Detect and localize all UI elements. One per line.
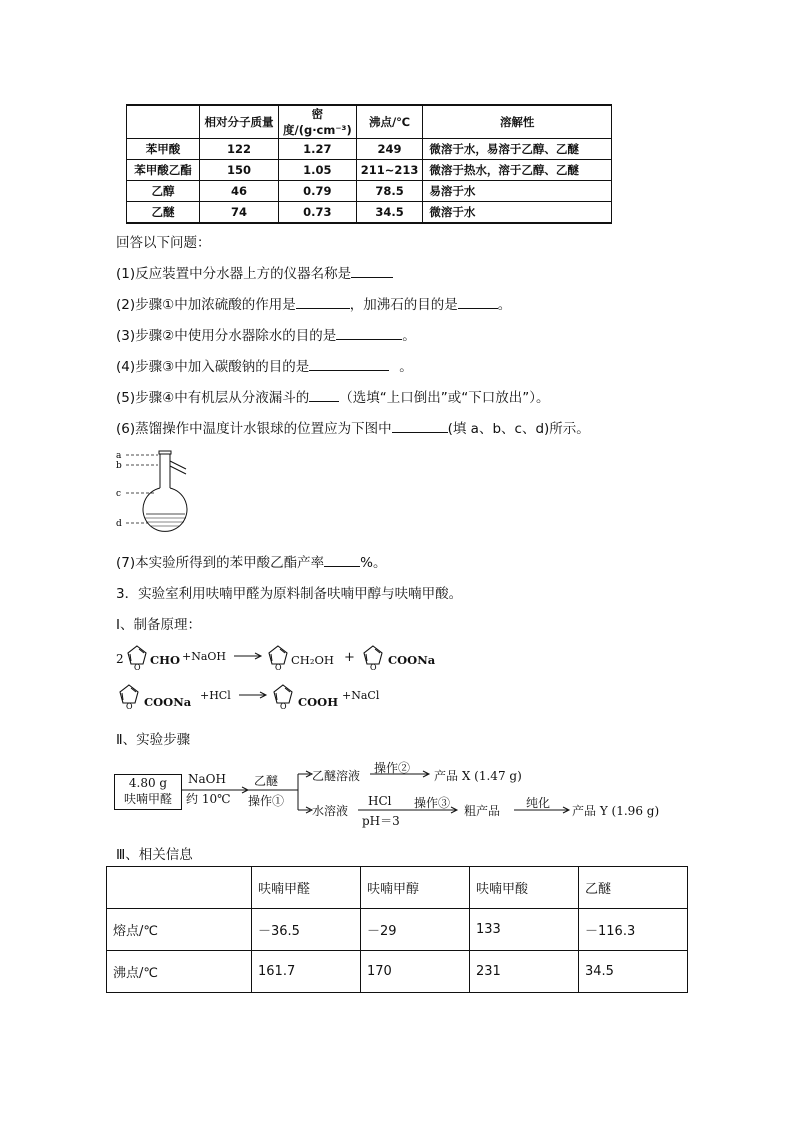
table-cell: 苯甲酸: [127, 139, 200, 160]
table-cell: 微溶于水，易溶于乙醇、乙醚: [423, 139, 612, 160]
arrow-icon: [233, 651, 263, 661]
question-1: [116, 262, 393, 282]
reagent: +NaOH: [182, 650, 227, 663]
table-cell: 249: [356, 139, 423, 160]
table-cell: 0.73: [279, 202, 357, 224]
part-1-heading: Ⅰ、制备原理：: [116, 617, 201, 633]
arrow-icon: [181, 786, 251, 794]
table-cell: 34.5: [356, 202, 423, 224]
table-row: [127, 139, 612, 160]
flow-label: 乙醚: [254, 774, 279, 788]
starting-material-box: [114, 774, 182, 810]
group-label: COONa: [388, 653, 436, 667]
question-text: 。: [497, 297, 512, 313]
table-row: [127, 160, 612, 181]
group-label: CHO: [150, 653, 181, 667]
part-2-heading: Ⅱ、实验步骤: [116, 732, 191, 748]
group-label: COOH: [298, 695, 339, 709]
table-row: [107, 951, 688, 993]
answer-blank[interactable]: [392, 431, 448, 433]
flow-label: 粗产品: [464, 804, 501, 818]
question-text: (2)步骤①中加浓硫酸的作用是: [116, 297, 296, 313]
arrow-icon: [370, 770, 432, 778]
question-5: [116, 386, 549, 406]
table-cell: 161.7: [252, 951, 361, 993]
question-text: (3)步骤②中使用分水器除水的目的是: [116, 328, 337, 344]
table-cell: 乙醇: [127, 181, 200, 202]
part-3-heading: Ⅲ、相关信息: [116, 847, 193, 863]
furan-ring-icon: [360, 643, 386, 671]
flow-label: 操作③: [414, 796, 451, 810]
flow-label: 约 10℃: [186, 792, 231, 806]
box-mass: 4.80 g: [128, 776, 168, 790]
table-cell: 122: [200, 139, 279, 160]
table-cell: 78.5: [356, 181, 423, 202]
flow-label: HCl: [368, 794, 392, 808]
answer-blank[interactable]: [458, 307, 498, 309]
table-cell: 苯甲酸乙酯: [127, 160, 200, 181]
table-row: [127, 181, 612, 202]
table-row: [107, 867, 688, 909]
answer-blank[interactable]: [309, 400, 339, 402]
question-text: 。: [402, 328, 416, 344]
furan-properties-table: [106, 866, 688, 993]
question-text: （选填“上口倒出”或“下口放出”）。: [339, 390, 550, 406]
reaction-equation-1: [116, 641, 456, 673]
flow-label: 产品 Y (1.96 g): [572, 804, 660, 818]
table-cell: 1.05: [279, 160, 357, 181]
table-header: [127, 105, 200, 139]
intro-text: 回答以下问题：: [116, 235, 211, 251]
question-text: %。: [360, 555, 387, 571]
answer-blank[interactable]: [324, 565, 360, 567]
table-cell: 易溶于水: [423, 181, 612, 202]
table-header: 乙醚: [579, 867, 688, 909]
table-cell: 231: [470, 951, 579, 993]
group-label: CH₂OH: [291, 653, 334, 667]
furan-ring-icon: [124, 643, 150, 671]
distillation-flask-diagram: [114, 446, 198, 536]
flow-label: pH＝3: [362, 814, 400, 828]
ring-oxygen: O: [280, 702, 287, 710]
answer-blank[interactable]: [296, 307, 350, 309]
reagent: +NaCl: [342, 689, 380, 702]
table-header: 相对分子质量: [200, 105, 279, 139]
ring-oxygen: O: [275, 663, 282, 671]
plus-sign: +: [344, 650, 355, 665]
properties-table: [126, 104, 612, 224]
answer-blank[interactable]: [336, 338, 402, 340]
question-2: [116, 293, 511, 313]
table-cell: 微溶于热水，溶于乙醇、乙醚: [423, 160, 612, 181]
group-label: COONa: [144, 695, 192, 709]
line-icon: [358, 806, 408, 814]
table-cell: 乙醚: [127, 202, 200, 224]
box-name: 呋喃甲醛: [123, 792, 172, 806]
table-cell: 0.79: [279, 181, 357, 202]
question-text: (4)步骤③中加入碳酸钠的目的是: [116, 359, 310, 375]
flow-label: 操作①: [248, 794, 285, 808]
label-d: d: [116, 519, 122, 529]
section-3-title: 3．实验室利用呋喃甲醛为原料制备呋喃甲醇与呋喃甲酸。: [116, 586, 463, 602]
flow-label: 操作②: [374, 761, 411, 775]
table-header: 沸点/℃: [356, 105, 423, 139]
question-text: (填 a、b、c、d)所示。: [447, 421, 590, 437]
table-header: 呋喃甲醇: [361, 867, 470, 909]
table-row: [107, 909, 688, 951]
answer-blank[interactable]: [351, 276, 393, 278]
reagent: +HCl: [200, 689, 231, 702]
question-6: [116, 417, 590, 437]
table-cell: 211~213: [356, 160, 423, 181]
arrow-icon: [404, 806, 460, 814]
flow-label: 纯化: [526, 796, 551, 810]
question-text: (7)本实验所得到的苯甲酸乙酯产率: [116, 555, 325, 571]
table-cell: 34.5: [579, 951, 688, 993]
question-text: ，加沸石的目的是: [349, 297, 458, 313]
label-a: a: [116, 451, 122, 461]
arrow-icon: [514, 806, 572, 814]
answer-blank[interactable]: [309, 369, 389, 371]
ring-oxygen: O: [370, 663, 377, 671]
question-text: (5)步骤④中有机层从分液漏斗的: [116, 390, 310, 406]
table-cell: －116.3: [579, 909, 688, 951]
furan-ring-icon: [265, 643, 291, 671]
table-cell: 熔点/℃: [107, 909, 252, 951]
table-cell: 150: [200, 160, 279, 181]
table-row: [127, 202, 612, 224]
question-4: [116, 355, 413, 375]
arrow-icon: [238, 690, 268, 700]
label-b: b: [116, 461, 122, 471]
experiment-flowchart: [114, 761, 694, 828]
table-cell: 1.27: [279, 139, 357, 160]
reaction-equation-2: [116, 680, 416, 712]
table-cell: 74: [200, 202, 279, 224]
question-text: 。: [399, 359, 413, 375]
flow-label: 水溶液: [312, 804, 349, 818]
furan-ring-icon: [116, 682, 142, 710]
furan-ring-icon: [270, 682, 296, 710]
table-cell: －36.5: [252, 909, 361, 951]
ring-oxygen: O: [126, 702, 133, 710]
table-cell: 微溶于水: [423, 202, 612, 224]
table-cell: 133: [470, 909, 579, 951]
table-cell: 170: [361, 951, 470, 993]
label-c: c: [116, 489, 122, 499]
flow-label: 产品 X (1.47 g): [434, 769, 522, 783]
table-cell: 46: [200, 181, 279, 202]
table-cell: －29: [361, 909, 470, 951]
table-header: 溶解性: [423, 105, 612, 139]
question-3: [116, 324, 416, 344]
ring-oxygen: O: [134, 663, 141, 671]
table-header: 密度/(g·cm⁻³): [279, 105, 357, 139]
table-header: 呋喃甲醛: [252, 867, 361, 909]
question-7: [116, 551, 386, 571]
coefficient: 2: [116, 652, 124, 666]
flow-label: 乙醚溶液: [312, 769, 361, 783]
table-header: 呋喃甲酸: [470, 867, 579, 909]
question-text: (1)反应装置中分水器上方的仪器名称是: [116, 266, 352, 282]
flow-label: NaOH: [188, 772, 226, 786]
table-cell: 沸点/℃: [107, 951, 252, 993]
table-header: [107, 867, 252, 909]
question-text: (6)蒸馏操作中温度计水银球的位置应为下图中: [116, 421, 392, 437]
